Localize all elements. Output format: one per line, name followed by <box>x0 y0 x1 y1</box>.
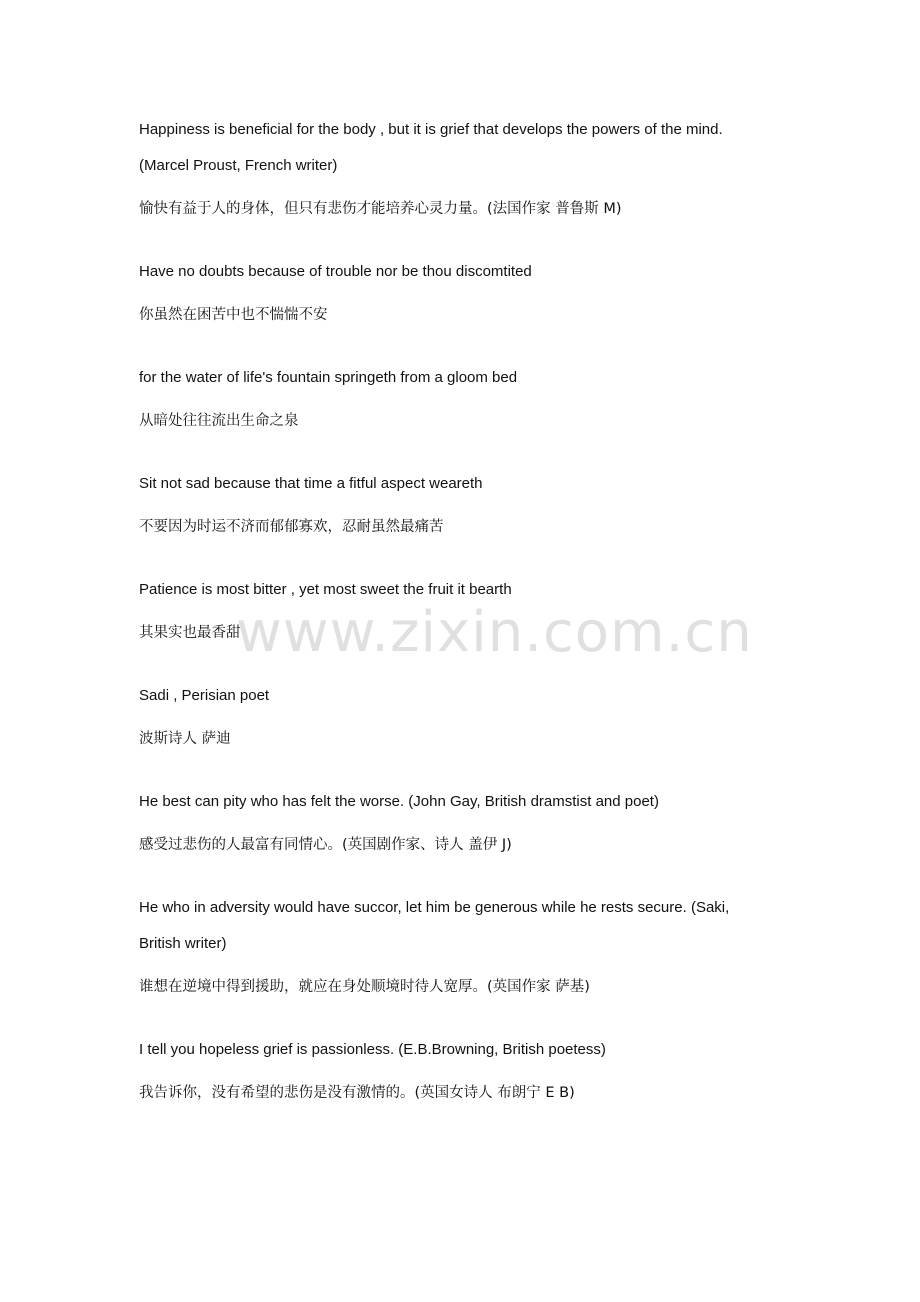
quote-7-chinese: 感受过悲伤的人最富有同情心。(英国剧作家、诗人 盖伊 J) <box>139 837 512 853</box>
quote-3-english: for the water of life's fountain springeth from a gloom bed <box>139 369 518 386</box>
quote-8-chinese: 谁想在逆境中得到援助，就应在身处顺境时待人宽厚。(英国作家 萨基) <box>139 979 590 995</box>
quote-1-english: Happiness is beneficial for the body , but it is grief that develops the powers of the mind. <box>139 121 723 138</box>
quote-3-chinese: 从暗处往往流出生命之泉 <box>139 413 299 429</box>
quote-9-english: I tell you hopeless grief is passionless. (E.B.Browning, British poetess) <box>139 1041 606 1058</box>
quote-7-english: He best can pity who has felt the worse. (John Gay, British dramstist and poet) <box>139 793 659 810</box>
quote-5-english: Patience is most bitter , yet most sweet the fruit it bearth <box>139 581 512 598</box>
quote-4-chinese: 不要因为时运不济而郁郁寡欢，忍耐虽然最痛苦 <box>139 519 444 535</box>
quote-5-chinese: 其果实也最香甜 <box>139 625 241 641</box>
quote-2-english: Have no doubts because of trouble nor be thou discomtited <box>139 263 532 280</box>
quote-6-chinese: 波斯诗人 萨迪 <box>139 731 231 747</box>
quote-6-english: Sadi , Perisian poet <box>139 687 270 704</box>
quote-1-chinese: 愉快有益于人的身体，但只有悲伤才能培养心灵力量。(法国作家 普鲁斯 M) <box>139 201 622 217</box>
quote-8-english: He who in adversity would have succor, let him be generous while he rests secure. (Saki, <box>139 899 730 916</box>
quote-8-attribution: British writer) <box>139 935 227 952</box>
quote-2-chinese: 你虽然在困苦中也不惴惴不安 <box>139 307 328 323</box>
quote-4-english: Sit not sad because that time a fitful aspect weareth <box>139 475 483 492</box>
watermark: www.zixin.com.cn <box>236 600 753 665</box>
quote-9-chinese: 我告诉你，没有希望的悲伤是没有激情的。(英国女诗人 布朗宁 E B) <box>139 1085 575 1101</box>
quote-1-attribution: (Marcel Proust, French writer) <box>139 157 338 174</box>
